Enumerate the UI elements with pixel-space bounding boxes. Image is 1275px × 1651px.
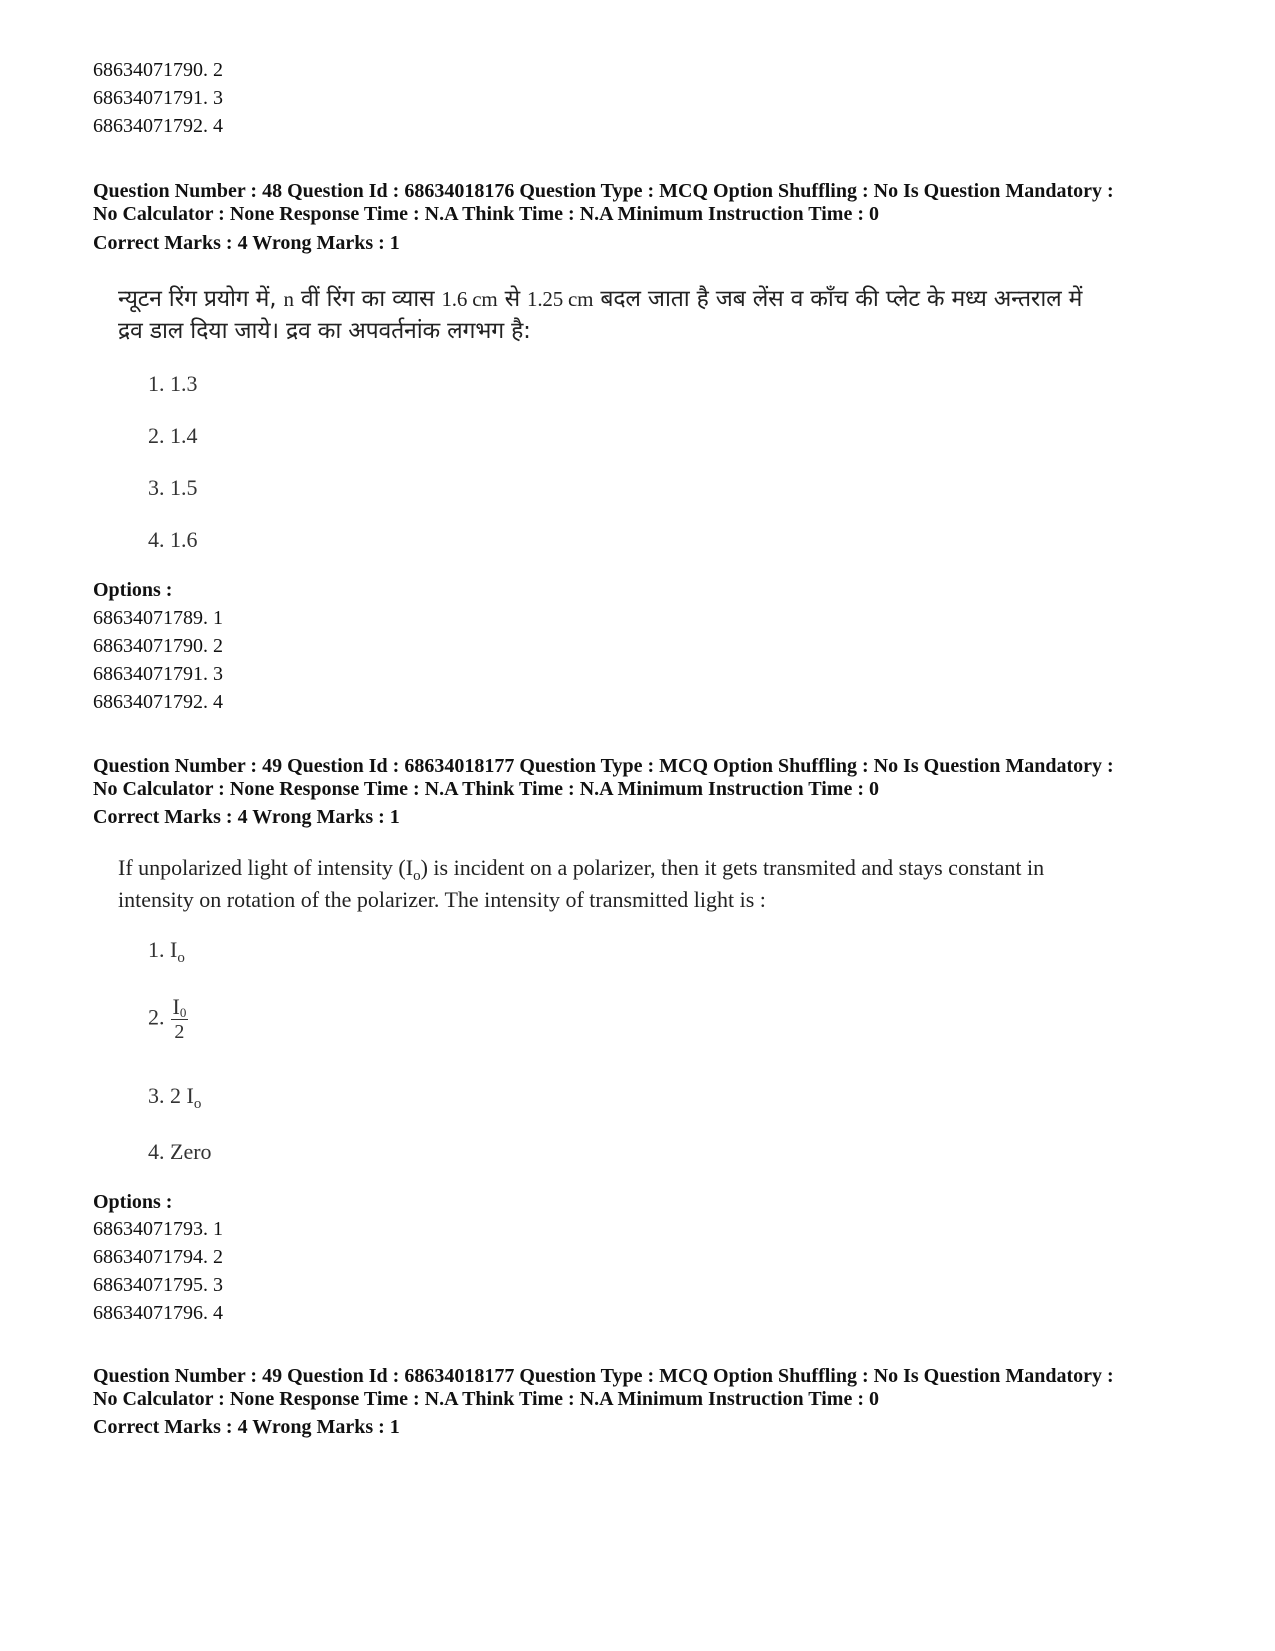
question-text: न्यूटन रिंग प्रयोग में, n वीं रिंग का व्यास 1.6 cm से 1.25 cm बदल जाता है जब लेंस व काँच की प्लेट के मध्य अन्तराल में [118, 286, 1083, 312]
answer-choice: 1. 1.3 [148, 371, 198, 396]
option-line: 68634071791. 3 [93, 663, 223, 685]
question-marks: Correct Marks : 4 Wrong Marks : 1 [93, 232, 400, 254]
option-line: 68634071794. 2 [93, 1246, 223, 1268]
option-line: 68634071793. 1 [93, 1218, 223, 1240]
options-label: Options : [93, 579, 173, 601]
question-text: intensity on rotation of the polarizer. The intensity of transmitted light is : [118, 887, 766, 912]
question-header: Question Number : 49 Question Id : 68634018177 Question Type : MCQ Option Shuffling : No Is Question Mandatory : [93, 1365, 1114, 1387]
question-marks: Correct Marks : 4 Wrong Marks : 1 [93, 806, 400, 828]
answer-choice: 2. 1.4 [148, 423, 198, 448]
answer-choice: 4. 1.6 [148, 527, 198, 552]
answer-choice: 2. $\frac{I_0}{2}$ [148, 994, 187, 1043]
option-line: 68634071796. 4 [93, 1302, 223, 1324]
question-text: द्रव डाल दिया जाये। द्रव का अपवर्तनांक लगभग है: [118, 318, 531, 344]
answer-choice: 3. 1.5 [148, 475, 198, 500]
question-header: No Calculator : None Response Time : N.A Think Time : N.A Minimum Instruction Time : 0 [93, 1388, 879, 1410]
question-marks: Correct Marks : 4 Wrong Marks : 1 [93, 1416, 400, 1438]
question-text: If unpolarized light of intensity $(I_o)$ is incident on a polarizer, then it gets transmited and stays constant in [118, 855, 1045, 884]
option-line: 68634071795. 3 [93, 1274, 223, 1296]
question-header: Question Number : 48 Question Id : 68634018176 Question Type : MCQ Option Shuffling : No Is Question Mandatory : [93, 180, 1114, 202]
fraction: $\frac{I_0}{2}$ [172, 994, 187, 1043]
option-line: 68634071791. 3 [93, 87, 223, 109]
option-line: 68634071792. 4 [93, 115, 223, 137]
question-header: No Calculator : None Response Time : N.A Think Time : N.A Minimum Instruction Time : 0 [93, 203, 879, 225]
option-line: 68634071790. 2 [93, 635, 223, 657]
options-label: Options : [93, 1191, 173, 1213]
question-header: No Calculator : None Response Time : N.A Think Time : N.A Minimum Instruction Time : 0 [93, 778, 879, 800]
option-line: 68634071789. 1 [93, 607, 223, 629]
option-line: 68634071790. 2 [93, 59, 223, 81]
answer-choice: 1. $I_o$ [148, 937, 185, 966]
answer-choice: 3. 2 $I_o$ [148, 1083, 202, 1112]
question-header: Question Number : 49 Question Id : 68634018177 Question Type : MCQ Option Shuffling : No Is Question Mandatory : [93, 755, 1114, 777]
option-line: 68634071792. 4 [93, 691, 223, 713]
answer-choice: 4. Zero [148, 1139, 212, 1164]
